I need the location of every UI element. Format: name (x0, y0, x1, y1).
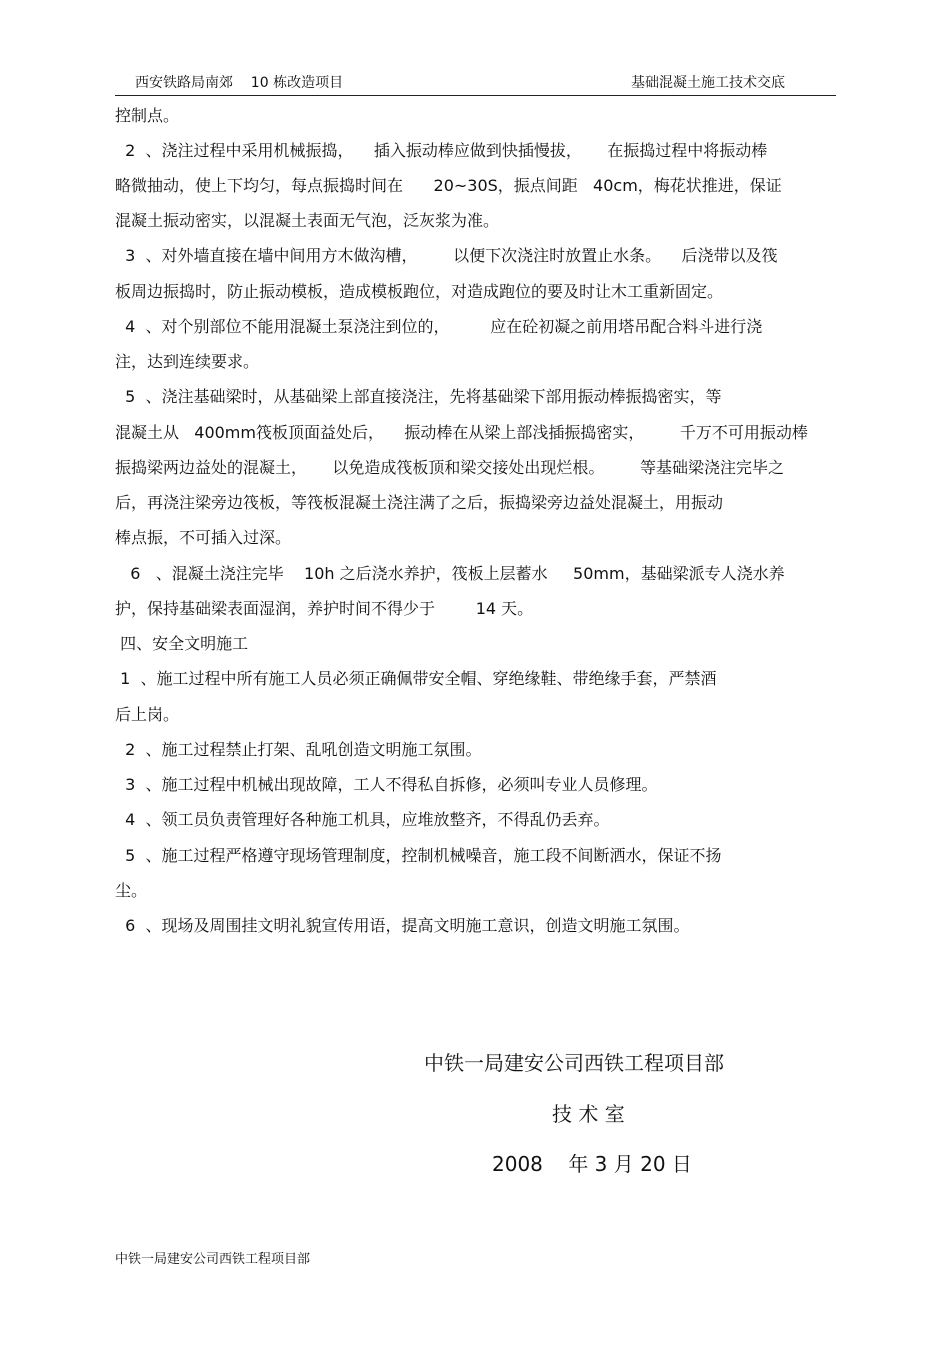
body-line: 4 、对个别部位不能用混凝土泵浇注到位的， 应在砼初凝之前用塔吊配合料斗进行浇 (115, 317, 763, 336)
signature-company: 中铁一局建安公司西铁工程项目部 (424, 1051, 724, 1075)
body-line: 1 、施工过程中所有施工人员必须正确佩带安全帽、穿绝缘鞋、带绝缘手套，严禁酒 (115, 669, 717, 688)
header-divider (115, 95, 836, 96)
body-line: 后上岗。 (115, 705, 180, 724)
header-project-name: 西安铁路局南郊 10 栋改造项目 (135, 75, 344, 91)
body-line: 6 、混凝土浇注完毕 10h 之后浇水养护，筏板上层蓄水 50mm，基础梁派专人浇水养 (115, 564, 785, 583)
body-line: 混凝土从 400mm筏板顶面益处后， 振动棒在从梁上部浅插振捣密实， 千万不可用振动棒 (115, 423, 808, 442)
body-line: 振捣梁两边益处的混凝土， 以免造成筏板顶和梁交接处出现烂根。 等基础梁浇注完毕之 (115, 458, 785, 477)
body-line: 6 、现场及周围挂文明礼貌宣传用语，提高文明施工意识，创造文明施工氛围。 (115, 916, 690, 935)
body-line: 后，再浇注梁旁边筏板，等筏板混凝土浇注满了之后，振捣梁旁边益处混凝土，用振动 (115, 493, 724, 512)
body-line: 3 、施工过程中机械出现故障，工人不得私自拆修，必须叫专业人员修理。 (115, 775, 658, 794)
header-document-title: 基础混凝土施工技术交底 (631, 75, 785, 91)
body-line: 5 、浇注基础梁时，从基础梁上部直接浇注，先将基础梁下部用振动棒振捣密实，等 (115, 387, 722, 406)
body-line: 2 、施工过程禁止打架、乱吼创造文明施工氛围。 (115, 740, 482, 759)
body-line: 护，保持基础梁表面湿润，养护时间不得少于 14 天。 (115, 599, 534, 618)
body-line: 控制点。 (115, 106, 180, 125)
body-line: 尘。 (115, 881, 148, 900)
section-heading: 四、安全文明施工 (115, 634, 249, 653)
body-line: 棒点振，不可插入过深。 (115, 528, 292, 547)
body-line: 2 、浇注过程中采用机械振捣， 插入振动棒应做到快插慢拔， 在振捣过程中将振动棒 (115, 141, 768, 160)
body-line: 4 、领工员负责管理好各种施工机具，应堆放整齐，不得乱仍丢弃。 (115, 810, 610, 829)
signature-department: 技 术 室 (552, 1102, 625, 1126)
body-line: 3 、对外墙直接在墙中间用方木做沟槽， 以便下次浇注时放置止水条。 后浇带以及筏 (115, 246, 778, 265)
footer-organization: 中铁一局建安公司西铁工程项目部 (115, 1252, 311, 1267)
body-line: 注，达到连续要求。 (115, 352, 260, 371)
body-line: 混凝土振动密实，以混凝土表面无气泡，泛灰浆为准。 (115, 211, 500, 230)
body-line: 5 、施工过程严格遵守现场管理制度，控制机械噪音，施工段不间断洒水，保证不扬 (115, 846, 722, 865)
body-line: 略微抽动，使上下均匀，每点振捣时间在 20~30S，振点间距 40cm，梅花状推进，保证 (115, 176, 782, 195)
signature-date: 2008 年 3 月 20 日 (492, 1152, 692, 1176)
body-line: 板周边振捣时，防止振动模板，造成模板跑位，对造成跑位的要及时让木工重新固定。 (115, 282, 724, 301)
